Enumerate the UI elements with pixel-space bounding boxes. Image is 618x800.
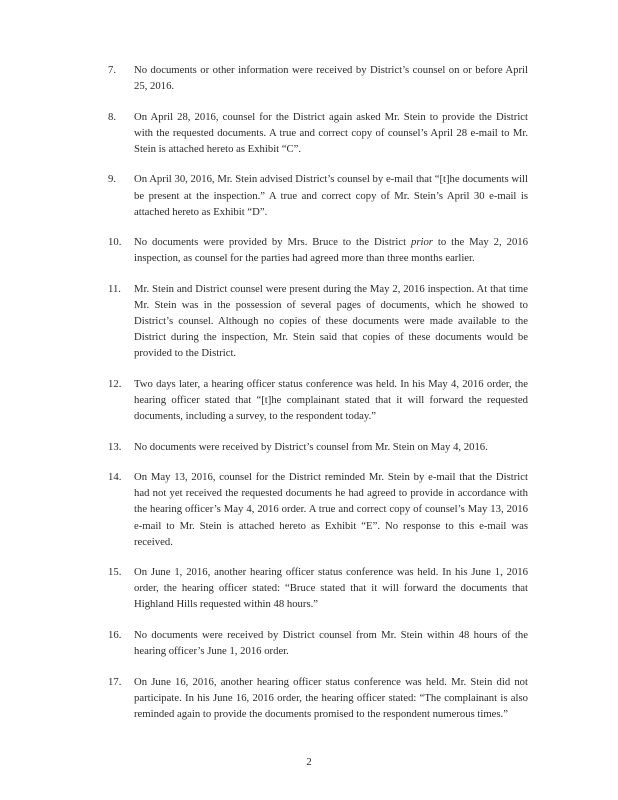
paragraph-number: 16.: [108, 629, 122, 642]
paragraph-14: [108, 469, 528, 549]
paragraph-text: On May 13, 2016, counsel for the District reminded Mr. Stein by e-mail that the District had not yet received the requested documents he had agreed to provide in accordance with the hearing officer’s May 4, 2016 order. A true and correct copy of counsel’s May 13, 2016 e-mail to Mr. Stein is attached hereto as Exhibit “E”. No response to this e-mail was received.: [134, 471, 528, 548]
paragraph-10: [108, 234, 528, 266]
paragraph-text: Mr. Stein and District counsel were present during the May 2, 2016 inspection. At that time Mr. Stein was in the possession of several pages of documents, which he showed to District’s counsel. Although no copies of these documents were made available to the District during the inspection, Mr. Stein said that copies of these documents would be provided to the District.: [134, 282, 528, 360]
paragraph-11: [108, 281, 528, 361]
paragraph-text: No documents or other information were received by District’s counsel on or before April 25, 2016.: [134, 64, 528, 93]
paragraph-8: [108, 109, 528, 157]
text-before-emphasis: No documents were provided by Mrs. Bruce to the District: [134, 236, 411, 249]
paragraph-text: [134, 234, 528, 266]
paragraph-text: On April 28, 2016, counsel for the District again asked Mr. Stein to provide the District with the requested documents. A true and correct copy of counsel’s April 28 e-mail to Mr. Stein is attached hereto as Exhibit “C”.: [134, 110, 528, 155]
paragraph-text: On June 1, 2016, another hearing officer status conference was held. In his June 1, 2016 order, the hearing officer stated: “Bruce stated that it will forward the documents that Highland Hills requested within 48 hours.”: [134, 566, 528, 611]
paragraph-text: On June 16, 2016, another hearing officer status conference was held. Mr. Stein did not participate. In his June 16, 2016 order, the hearing officer stated: “The complainant is also reminded again to provide the documents promised to the respondent numerous times.”: [134, 675, 528, 720]
paragraph-number: 15.: [108, 566, 122, 579]
page-number: 2: [306, 756, 312, 768]
text-after-emphasis: to the May 2, 2016 inspection, as counsel for the parties had agreed more than three months earlier.: [134, 236, 528, 265]
paragraph-number: 17.: [108, 675, 122, 688]
paragraph-number: 11.: [108, 282, 121, 295]
paragraph-text: Two days later, a hearing officer status conference was held. In his May 4, 2016 order, the hearing officer stated that “[t]he complainant stated that it will forward the requested documents, including a survey, to the respondent today.”: [134, 377, 528, 423]
paragraph-number: 14.: [108, 471, 122, 484]
paragraph-number: 7.: [108, 64, 117, 76]
paragraph-text: No documents were received by District’s counsel from Mr. Stein on May 4, 2016.: [134, 440, 488, 453]
paragraph-7: [108, 62, 528, 94]
emphasis-prior: prior: [410, 236, 433, 249]
paragraph-17: [108, 674, 528, 722]
paragraph-text: On April 30, 2016, Mr. Stein advised District’s counsel by e-mail that “[t]he documents will be present at the inspection.” A true and correct copy of Mr. Stein’s April 30 e-mail is attached hereto as Exhibit “D”.: [134, 173, 528, 218]
paragraph-number: 10.: [108, 236, 122, 249]
paragraph-number: 12.: [108, 377, 122, 390]
paragraph-number: 13.: [108, 440, 122, 453]
paragraph-number: 8.: [108, 110, 117, 123]
paragraph-number: 9.: [108, 173, 117, 186]
paragraph-16: [108, 627, 528, 659]
paragraph-text: No documents were received by District counsel from Mr. Stein within 48 hours of the hearing officer’s June 1, 2016 order.: [134, 629, 528, 658]
paragraph-15: [108, 564, 528, 612]
paragraph-9: [108, 171, 528, 219]
paragraph-12: [108, 376, 528, 424]
paragraph-13: [108, 439, 528, 455]
